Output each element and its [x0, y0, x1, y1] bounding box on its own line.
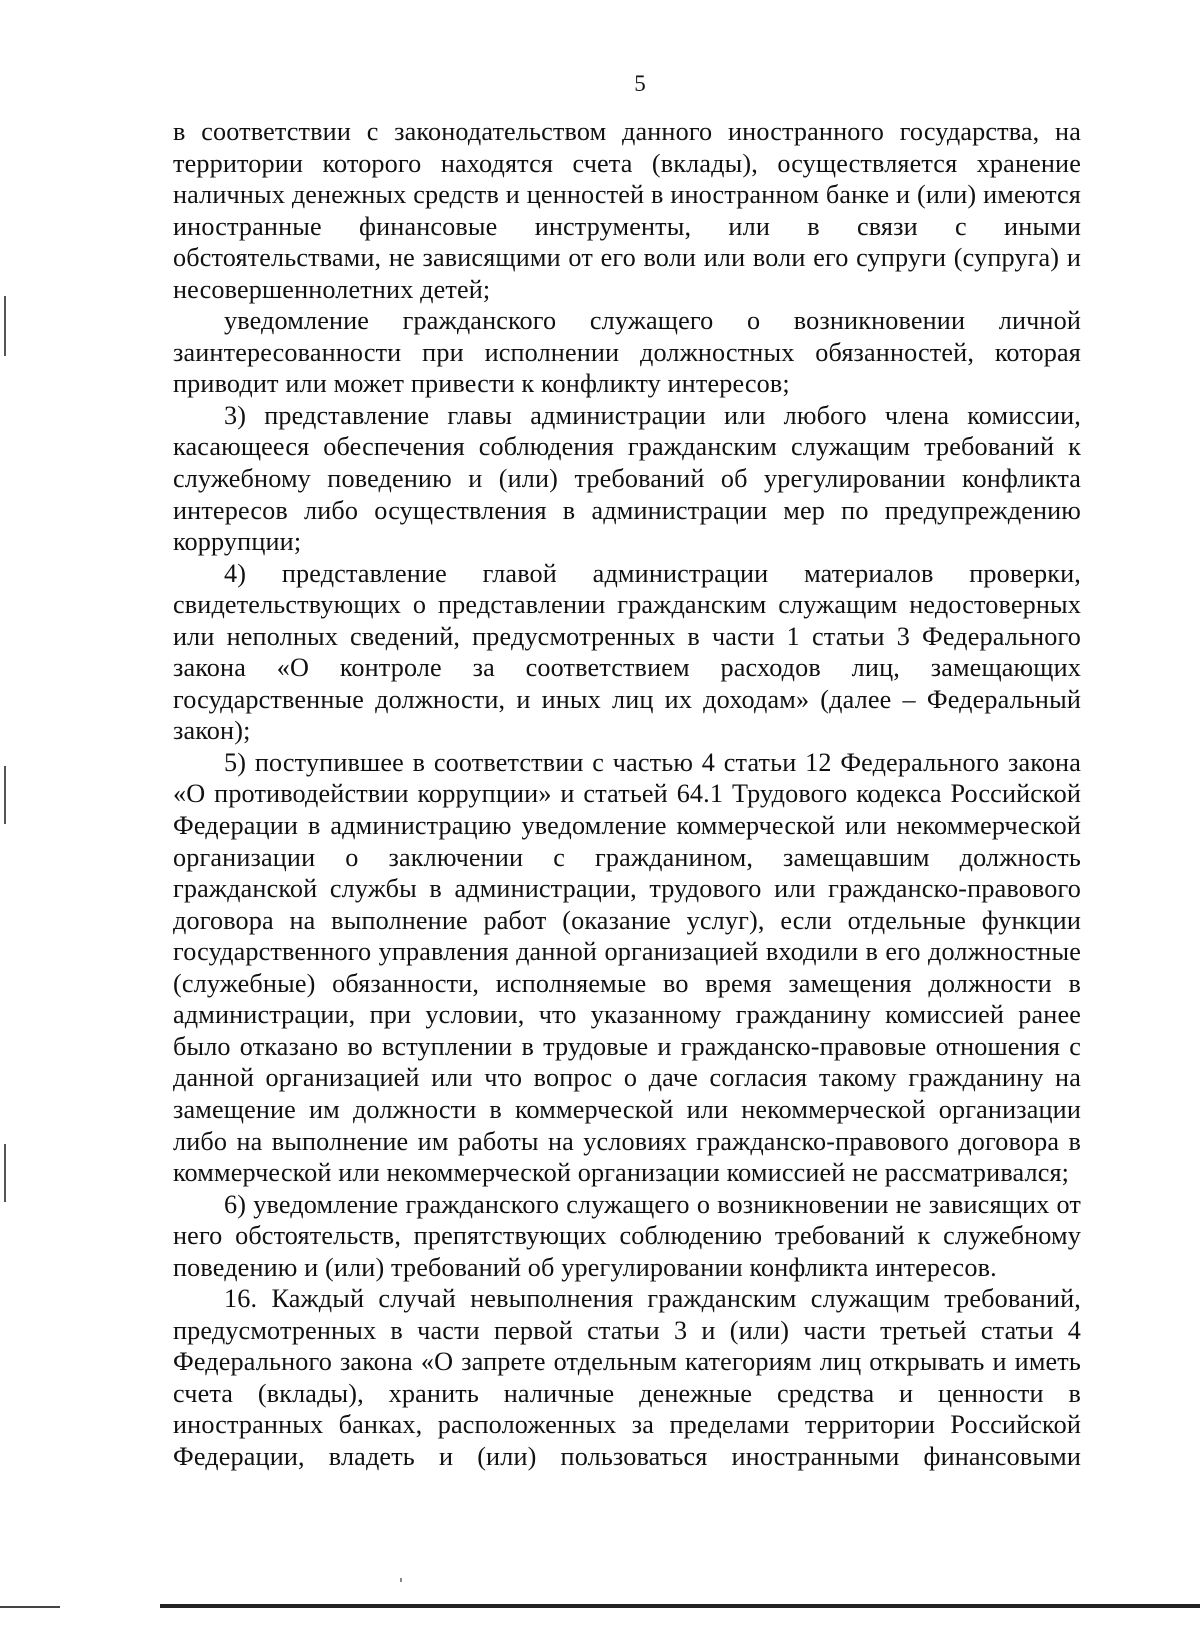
- scan-edge-line: [0, 1606, 60, 1608]
- paragraph-item-5: 5) поступившее в соответствии с частью 4 статьи 12 Федерального закона «О противодействии коррупции» и статьей 64.1 Трудового кодекса Российской Федерации в администрацию уведомление коммерческой или некоммерческой организации о заключении с гражданином, замещавшим должность гражданской службы в администрации, трудового или гражданско-правового договора на выполнение работ (оказание услуг), если отдельные функции государственного управления данной организацией входили в его должностные (служебные) обязанности, исполняемые во время замещения должности в администрации, при условии, что указанному гражданину комиссией ранее было отказано во вступлении в трудовые и гражданско-правовые отношения с данной организацией или что вопрос о даче согласия такому гражданину на замещение им должности в коммерческой или некоммерческой организации либо на выполнение им работы на условиях гражданско-правового договора в коммерческой или некоммерческой организации комиссией не рассматривался;: [173, 747, 1081, 1188]
- scan-speck: [400, 1578, 402, 1582]
- scan-margin-mark: [4, 1144, 6, 1202]
- page-number: 5: [634, 71, 646, 96]
- paragraph-continuation: в соответствии с законодательством данного иностранного государства, на территории которого находятся счета (вклады), осуществляется хранение наличных денежных средств и ценностей в иностранном банке и (или) имеются иностранные финансовые инструменты, или в связи с иными обстоятельствами, не зависящими от его воли или воли его супруги (супруга) и несовершеннолетних детей;: [173, 117, 1081, 304]
- scan-margin-mark: [4, 296, 6, 356]
- paragraph-item-4: 4) представление главой администрации материалов проверки, свидетельствующих о представлении гражданским служащим недостоверных или неполных сведений, предусмотренных в части 1 статьи 3 Федерального закона «О контроле за соответствием расходов лиц, замещающих государственные должности, и иных лиц их доходам» (далее – Федеральный закон);: [173, 558, 1081, 746]
- paragraph-item-6: 6) уведомление гражданского служащего о возникновении не зависящих от него обстоятельств, препятствующих соблюдению требований к служебному поведению и (или) требований об урегулировании конфликта интересов.: [173, 1189, 1081, 1282]
- scan-edge-line: [160, 1604, 1200, 1608]
- document-body: [173, 116, 1081, 1473]
- paragraph-clause-16: 16. Каждый случай невыполнения гражданским служащим требований, предусмотренных в части первой статьи 3 и (или) части третьей статьи 4 Федерального закона «О запрете отдельным категориям лиц открывать и иметь счета (вклады), хранить наличные денежные средства и ценности в иностранных банках, расположенных за пределами территории Российской Федерации, владеть и (или) пользоваться иностранными финансовыми: [173, 1284, 1081, 1471]
- scan-margin-mark: [4, 766, 6, 824]
- paragraph-personal-interest-notice: уведомление гражданского служащего о возникновении личной заинтересованности при исполнении должностных обязанностей, которая приводит или может привести к конфликту интересов;: [173, 306, 1081, 399]
- paragraph-item-3: 3) представление главы администрации или любого члена комиссии, касающееся обеспечения соблюдения гражданским служащим требований к служебному поведению и (или) требований об урегулировании конфликта интересов либо осуществления в администрации мер по предупреждению коррупции;: [173, 400, 1081, 557]
